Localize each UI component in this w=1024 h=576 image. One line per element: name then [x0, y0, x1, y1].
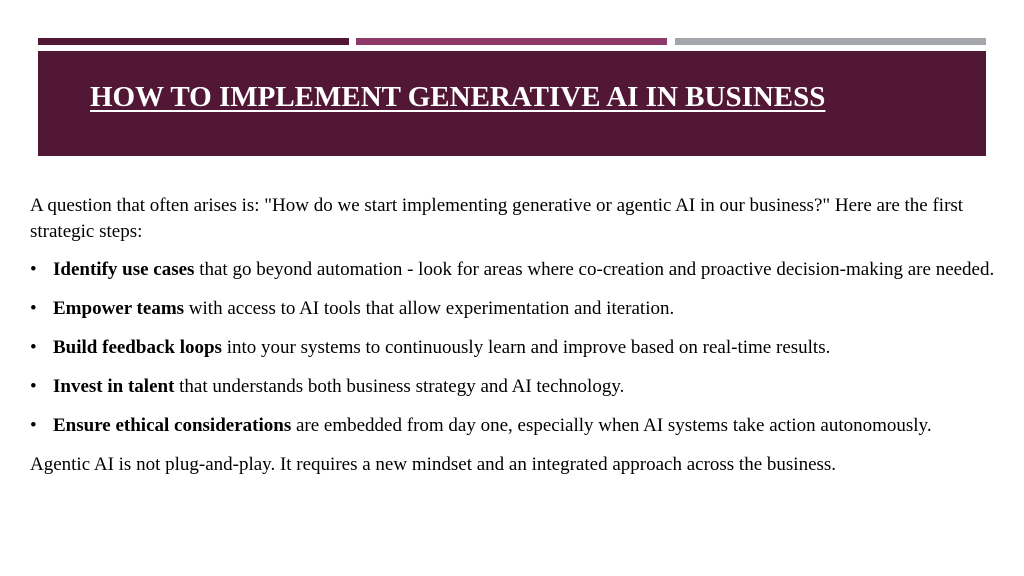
- slide-title: HOW TO IMPLEMENT GENERATIVE AI IN BUSINESS: [90, 81, 826, 113]
- bullet-text: are embedded from day one, especially when AI systems take action autonomously.: [291, 415, 932, 436]
- bullet-text: into your systems to continuously learn and improve based on real-time results.: [221, 337, 831, 358]
- accent-bar-magenta: [356, 38, 667, 45]
- closing-paragraph: Agentic AI is not plug-and-play. It requires a new mindset and an integrated approach across the business.: [30, 454, 837, 475]
- bullet-text: with access to AI tools that allow experimentation and iteration.: [184, 298, 675, 319]
- bullet-lead: Empower teams: [53, 298, 185, 319]
- bullet-text: that understands both business strategy and AI technology.: [174, 376, 625, 397]
- bullet-lead: Invest in talent: [53, 376, 175, 397]
- bullet-icon: •: [30, 415, 37, 436]
- bullet-item: [30, 413, 996, 439]
- bullet-item: [30, 296, 996, 322]
- bullet-item: [30, 335, 996, 361]
- bullet-lead: Ensure ethical considerations: [53, 415, 292, 436]
- accent-bar-dark: [38, 38, 349, 45]
- bullet-item: [30, 374, 996, 400]
- bullet-list: [30, 257, 996, 439]
- bullet-item: [30, 257, 996, 283]
- accent-bar-gray: [675, 38, 986, 45]
- slide-body: [30, 193, 996, 478]
- bullet-text: that go beyond automation - look for areas where co-creation and proactive decision-making are needed.: [194, 259, 995, 280]
- bullet-icon: •: [30, 376, 37, 397]
- title-band: [38, 51, 986, 156]
- bullet-icon: •: [30, 259, 37, 280]
- bullet-lead: Identify use cases: [53, 259, 195, 280]
- intro-paragraph: A question that often arises is: "How do we start implementing generative or agentic AI in our business?" Here are the first strategic steps:: [30, 195, 964, 242]
- bullet-icon: •: [30, 298, 37, 319]
- bullet-icon: •: [30, 337, 37, 358]
- bullet-lead: Build feedback loops: [53, 337, 222, 358]
